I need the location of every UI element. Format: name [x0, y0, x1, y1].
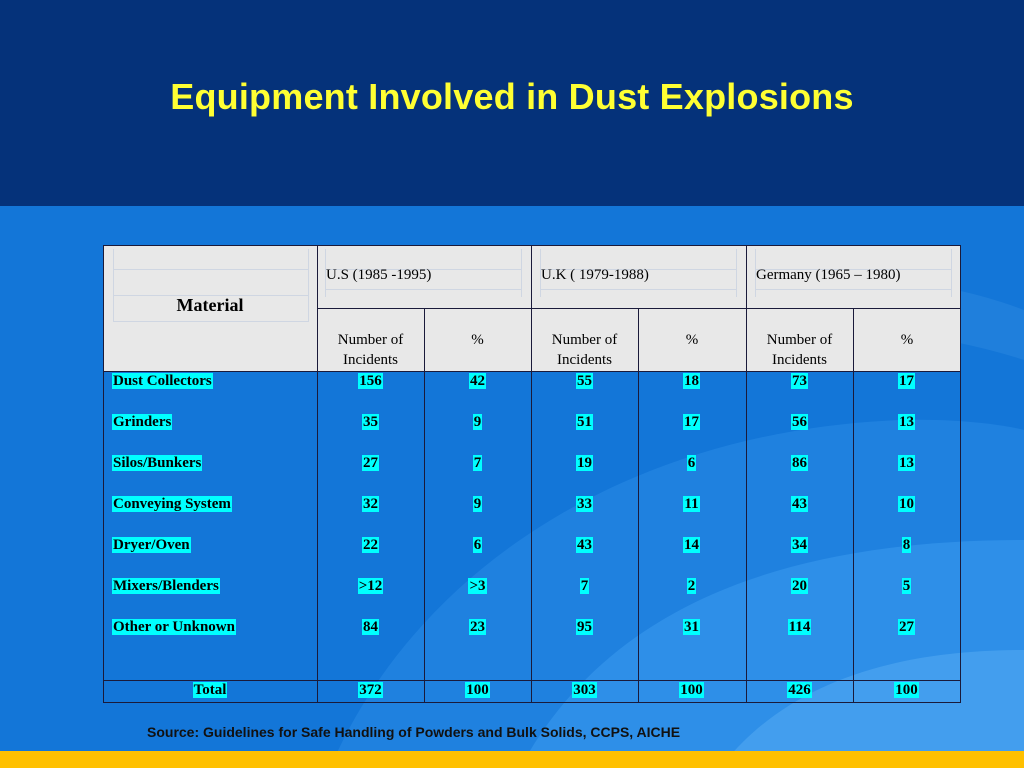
- table-cell: 55: [577, 373, 592, 389]
- table-cell: 27: [363, 455, 378, 471]
- table-cell: 35: [363, 414, 378, 430]
- table-border: [103, 245, 104, 703]
- table-cell: 156: [359, 373, 382, 389]
- table-cell: 95: [577, 619, 592, 635]
- total-cell: 426: [788, 682, 811, 698]
- table-cell: 8: [902, 537, 911, 553]
- table-cell: 73: [792, 373, 807, 389]
- source-citation: Source: Guidelines for Safe Handling of Powders and Bulk Solids, CCPS, AICHE: [147, 724, 681, 740]
- total-label: Total: [193, 682, 227, 698]
- table-cell: 9: [473, 414, 482, 430]
- table-rule: [853, 308, 854, 703]
- table-cell: 34: [792, 537, 807, 553]
- subheader-uk-number: Number of Incidents: [551, 332, 618, 368]
- table-cell: 43: [577, 537, 592, 553]
- subheader-us-number: Number of Incidents: [337, 332, 404, 368]
- table-cell: 6: [687, 455, 696, 471]
- table-border: [960, 245, 961, 703]
- table-cell: 42: [470, 373, 485, 389]
- table-cell: 114: [788, 619, 811, 635]
- table-rule: [424, 308, 425, 703]
- row-label: Dust Collectors: [113, 373, 212, 389]
- table-cell: 17: [684, 414, 699, 430]
- table-cell: 19: [577, 455, 592, 471]
- table-cell: 7: [580, 578, 589, 594]
- table-cell: 20: [792, 578, 807, 594]
- table-rule: [746, 245, 747, 703]
- table-cell: 18: [684, 373, 699, 389]
- table-cell: 43: [792, 496, 807, 512]
- table-rule: [638, 308, 639, 703]
- table-cell: 27: [899, 619, 914, 635]
- total-cell: 303: [573, 682, 596, 698]
- table-cell: 17: [899, 373, 914, 389]
- table-cell: 31: [684, 619, 699, 635]
- table-cell: 6: [473, 537, 482, 553]
- total-cell: 100: [680, 682, 703, 698]
- subheader-germany-percent: %: [900, 332, 914, 348]
- total-cell: 372: [359, 682, 382, 698]
- row-label: Conveying System: [113, 496, 231, 512]
- table-rule: [103, 680, 961, 681]
- table-cell: 22: [363, 537, 378, 553]
- footer-bar: [0, 751, 1024, 768]
- row-label: Other or Unknown: [113, 619, 235, 635]
- table-cell: 7: [473, 455, 482, 471]
- table-cell: 9: [473, 496, 482, 512]
- subheader-uk-percent: %: [685, 332, 699, 348]
- table-border: [103, 245, 961, 246]
- material-header: Material: [176, 295, 244, 315]
- dust-explosion-table: [103, 245, 961, 703]
- table-cell: 84: [363, 619, 378, 635]
- table-cell: 2: [687, 578, 696, 594]
- table-cell: 14: [684, 537, 699, 553]
- table-border: [103, 702, 961, 703]
- total-cell: 100: [466, 682, 489, 698]
- table-cell: 5: [902, 578, 911, 594]
- table-cell: 13: [899, 455, 914, 471]
- subheader-us-percent: %: [471, 332, 484, 348]
- group-header-us: U.S (1985 -1995): [326, 267, 432, 283]
- table-cell: 11: [684, 496, 699, 512]
- table-rule: [317, 308, 961, 309]
- row-label: Mixers/Blenders: [113, 578, 219, 594]
- subheader-germany-number: Number of Incidents: [766, 332, 833, 368]
- table-cell: >3: [469, 578, 486, 594]
- table-cell: 10: [899, 496, 914, 512]
- table-cell: 13: [899, 414, 914, 430]
- table-cell: 86: [792, 455, 807, 471]
- table-cell: 51: [577, 414, 592, 430]
- row-label: Grinders: [113, 414, 172, 430]
- table-rule: [531, 245, 532, 703]
- slide-title: Equipment Involved in Dust Explosions: [170, 76, 854, 117]
- total-cell: 100: [895, 682, 918, 698]
- table-rule: [317, 245, 318, 703]
- table-cell: 23: [470, 619, 485, 635]
- table-cell: >12: [358, 578, 383, 594]
- table-cell: 32: [363, 496, 378, 512]
- row-label: Dryer/Oven: [113, 537, 190, 553]
- group-header-uk: U.K ( 1979-1988): [541, 267, 649, 283]
- table-cell: 33: [577, 496, 592, 512]
- group-header-germany: Germany (1965 – 1980): [756, 267, 901, 283]
- table-cell: 56: [792, 414, 807, 430]
- table-rule: [103, 371, 961, 372]
- row-label: Silos/Bunkers: [113, 455, 202, 471]
